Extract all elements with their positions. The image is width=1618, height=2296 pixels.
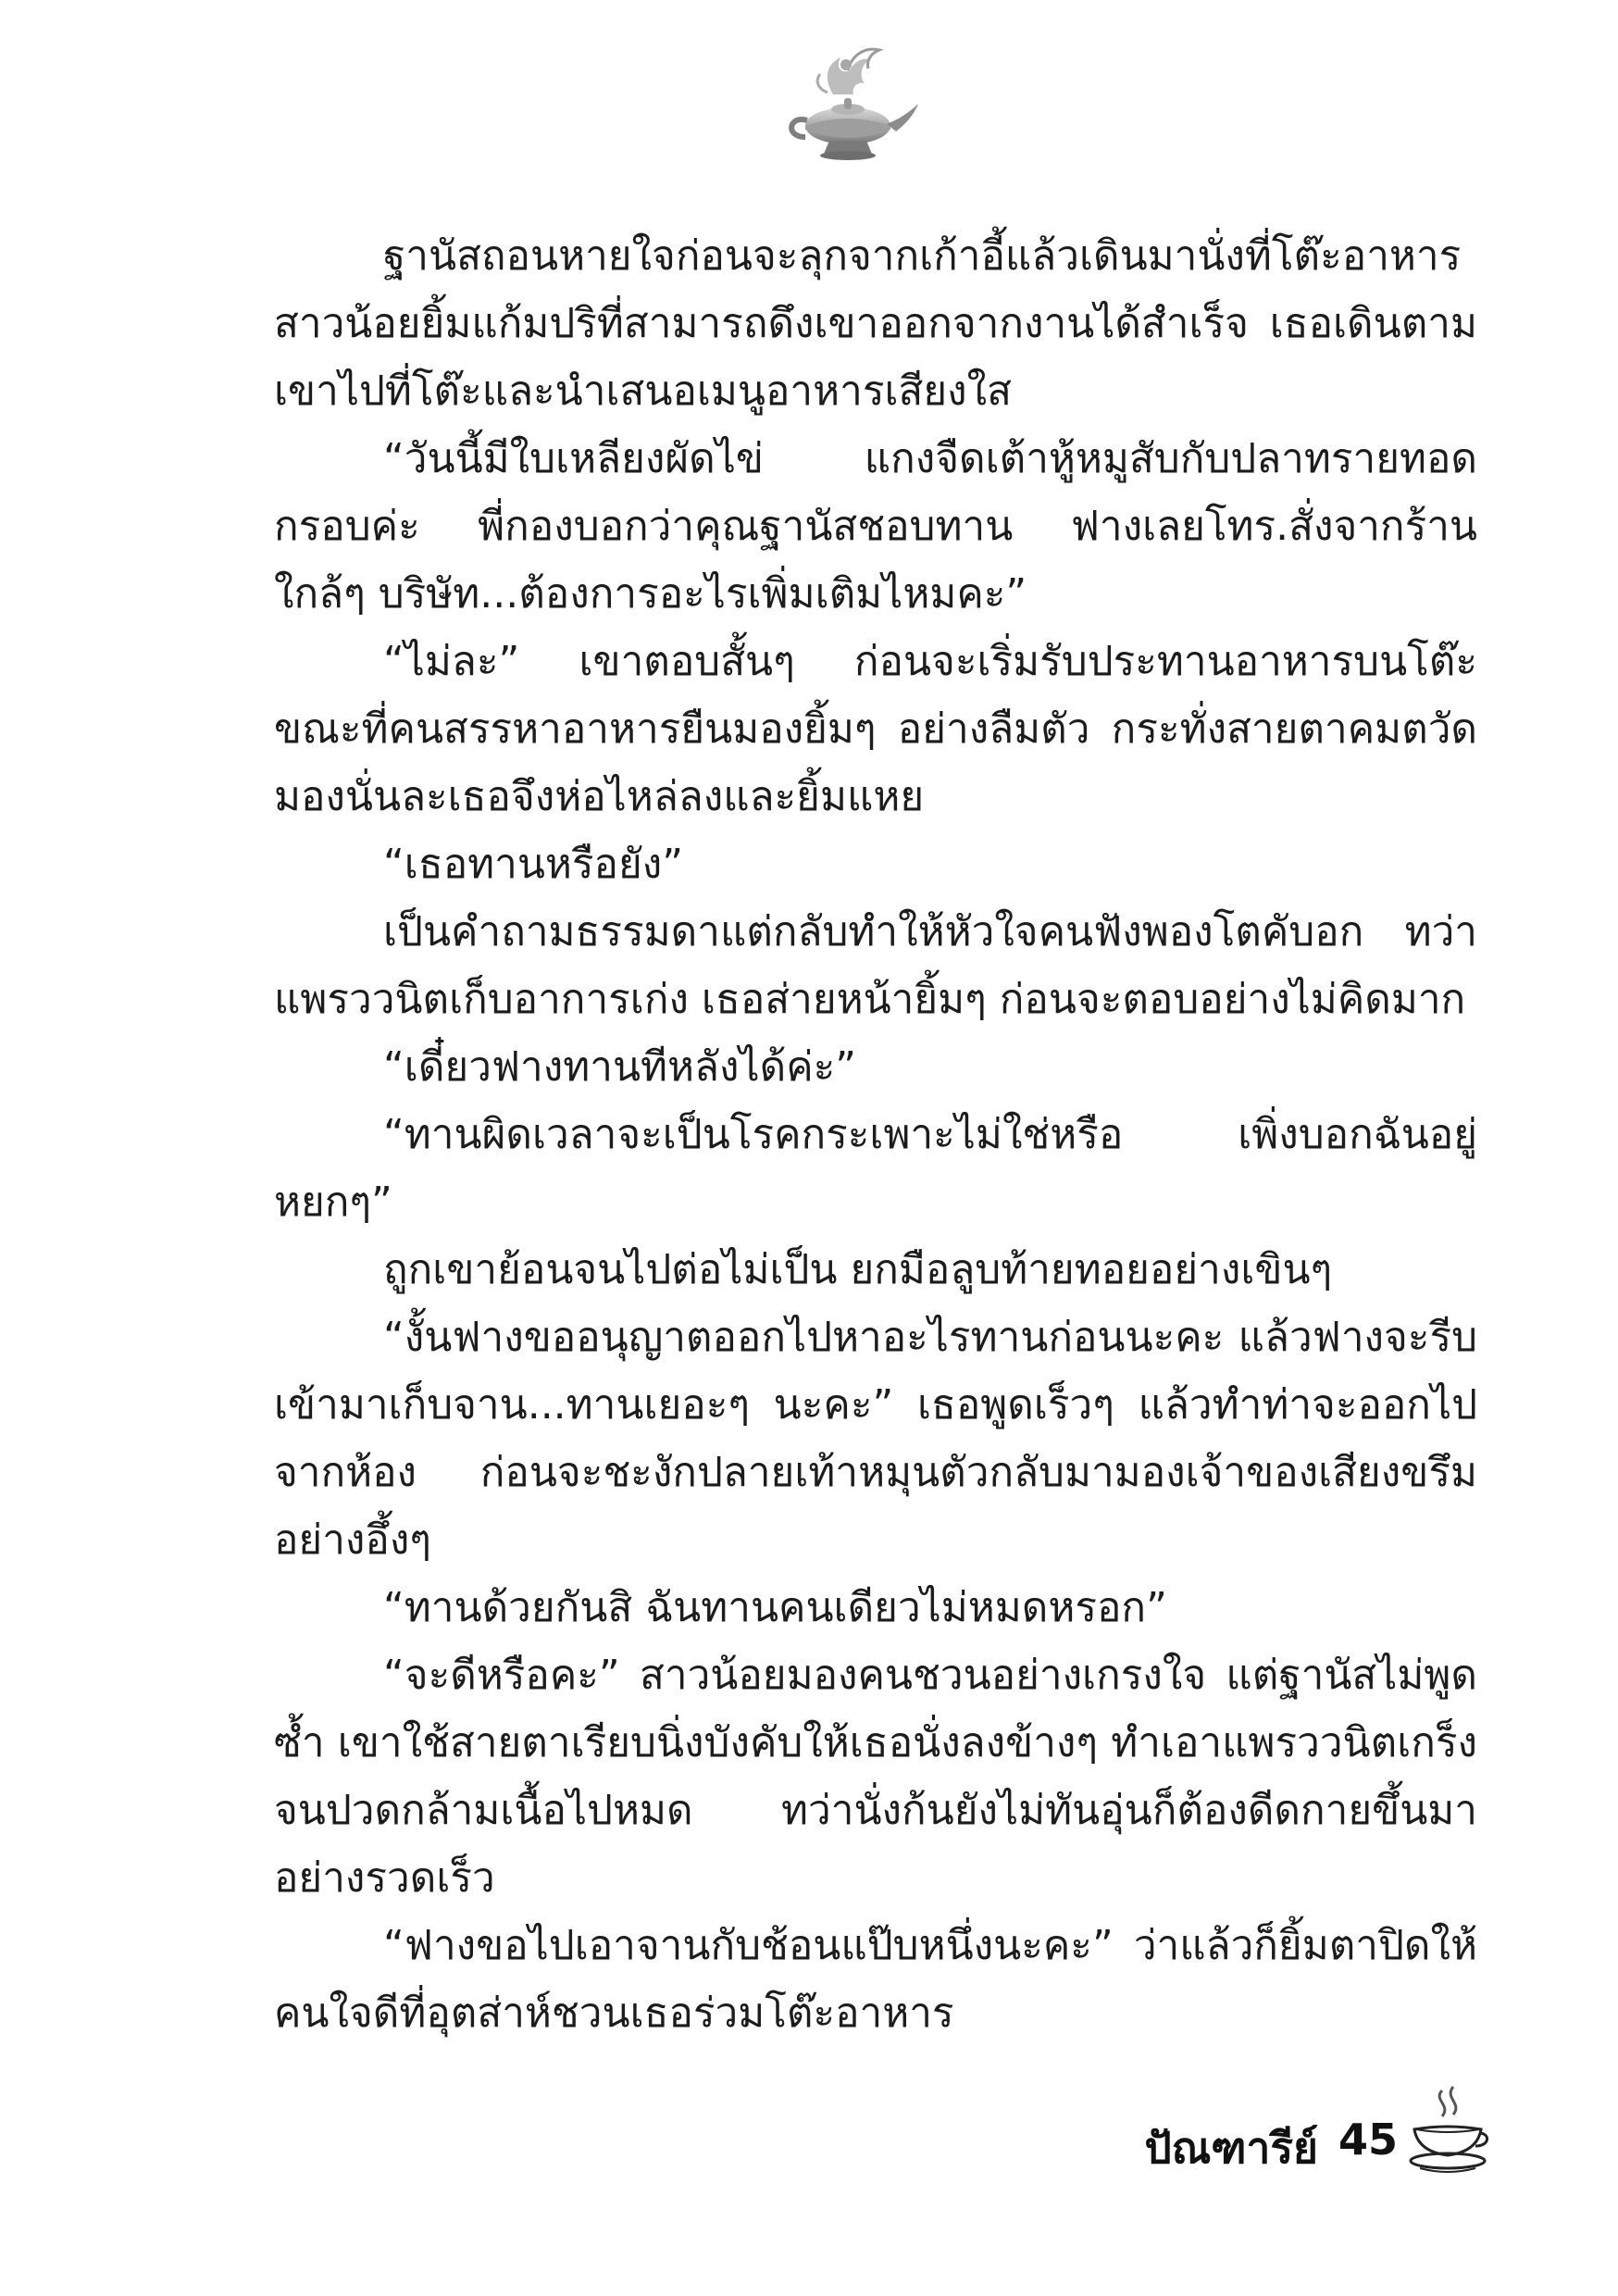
coffee-cup-icon: [1405, 2083, 1490, 2176]
paragraph: “วันนี้มีใบเหลียงผัดไข่ แกงจืดเต้าหู้หมูสับกับปลาทรายทอดกรอบค่ะ พี่กองบอกว่าคุณฐานัสชอบทาน ฟางเลยโทร.สั่งจากร้านใกล้ๆ บริษัท...ต้องการอะไรเพิ่มเติมไหมคะ”: [274, 435, 1477, 618]
paragraph: “ทานด้วยกันสิ ฉันทานคนเดียวไม่หมดหรอก”: [383, 1584, 1167, 1631]
lamp-fairy-ornament-icon: [768, 37, 926, 176]
paragraph: “ฟางขอไปเอาจานกับช้อนแป๊บหนึ่งนะคะ” ว่าแล้วก็ยิ้มตาปิดให้คนใจดีที่อุตส่าห์ชวนเธอร่วมโต๊ะอาหาร: [274, 1922, 1477, 2037]
paragraph: “เธอทานหรือยัง”: [383, 841, 684, 888]
paragraph: “เดี๋ยวฟางทานทีหลังได้ค่ะ”: [383, 1043, 857, 1091]
book-title: ปัณฑารีย์: [1144, 2123, 1318, 2173]
paragraph: ฐานัสถอนหายใจก่อนจะลุกจากเก้าอี้แล้วเดินมานั่งที่โต๊ะอาหาร สาวน้อยยิ้มแก้มปริที่สามารถดึงเขาออกจากงานได้สำเร็จ เธอเดินตามเขาไปที่โต๊ะและนำเสนอเมนูอาหารเสียงใส: [274, 232, 1477, 415]
page-number: 45: [1338, 2115, 1398, 2165]
page-footer: [1092, 2083, 1500, 2185]
paragraph: “ทานผิดเวลาจะเป็นโรคกระเพาะไม่ใช่หรือ เพิ่งบอกฉันอยู่หยกๆ”: [274, 1111, 1477, 1226]
paragraph: “จะดีหรือคะ” สาวน้อยมองคนชวนอย่างเกรงใจ แต่ฐานัสไม่พูดซ้ำ เขาใช้สายตาเรียบนิ่งบังคับให้เธอนั่งลงข้างๆ ทำเอาแพรววนิตเกร็งจนปวดกล้ามเนื้อไปหมด ทว่านั่งก้นยังไม่ทันอุ่นก็ต้องดีดกายขึ้นมาอย่างรวดเร็ว: [274, 1652, 1477, 1902]
paragraph: “ไม่ละ” เขาตอบสั้นๆ ก่อนจะเริ่มรับประทานอาหารบนโต๊ะ ขณะที่คนสรรหาอาหารยืนมองยิ้มๆ อย่างลืมตัว กระทั่งสายตาคมตวัดมองนั่นละเธอจึงห่อไหล่ลงและยิ้มแหย: [274, 638, 1477, 820]
paragraph: “งั้นฟางขออนุญาตออกไปหาอะไรทานก่อนนะคะ แล้วฟางจะรีบเข้ามาเก็บจาน...ทานเยอะๆ นะคะ” เธอพูดเร็วๆ แล้วทำท่าจะออกไปจากห้อง ก่อนจะชะงักปลายเท้าหมุนตัวกลับมามองเจ้าของเสียงขรึมอย่างอึ้งๆ: [274, 1314, 1477, 1564]
paragraph: ถูกเขาย้อนจนไปต่อไม่เป็น ยกมือลูบท้ายทอยอย่างเขินๆ: [383, 1246, 1333, 1293]
body-text: [274, 222, 1477, 2047]
paragraph: เป็นคำถามธรรมดาแต่กลับทำให้หัวใจคนฟังพองโตคับอก ทว่าแพรววนิตเก็บอาการเก่ง เธอส่ายหน้ายิ้มๆ ก่อนจะตอบอย่างไม่คิดมาก: [274, 908, 1477, 1023]
